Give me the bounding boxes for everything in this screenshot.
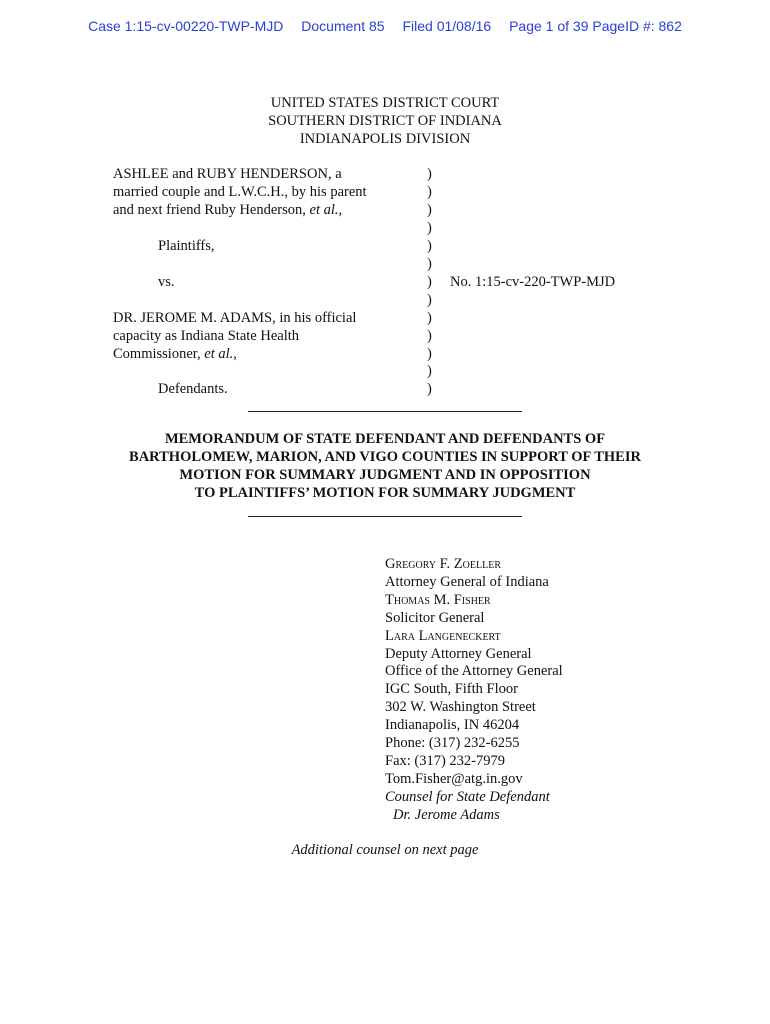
caption-paren: ): [427, 310, 432, 326]
caption-paren: ): [427, 256, 432, 272]
counsel-address: 302 W. Washington Street: [385, 699, 536, 716]
caption-paren: ): [427, 363, 432, 379]
defendants-label: Defendants.: [158, 381, 228, 397]
counsel-client: Dr. Jerome Adams: [393, 806, 500, 823]
caption-paren: ): [427, 346, 432, 362]
counsel-phone: Phone: (317) 232-6255: [385, 735, 520, 752]
counsel-fax: Fax: (317) 232-7979: [385, 752, 506, 769]
title-line-2: BARTHOLOMEW, MARION, AND VIGO COUNTIES IN SUPPORT OF THEIR: [129, 449, 641, 465]
court-heading: [0, 94, 770, 148]
ecf-case-number: Case 1:15-cv-00220-TWP-MJD: [88, 18, 284, 34]
additional-counsel-note: Additional counsel on next page: [291, 842, 479, 858]
counsel-name: Lara Langeneckert: [385, 627, 501, 644]
ecf-page-info: Page 1 of 39 PageID #: 862: [509, 18, 682, 34]
defendants-line-1: DR. JEROME M. ADAMS, in his official: [113, 310, 357, 326]
counsel-block: [385, 556, 563, 825]
plaintiffs-line-2: married couple and L.W.C.H., by his parent: [113, 184, 367, 200]
caption-paren: ): [427, 184, 432, 200]
title-line-3: MOTION FOR SUMMARY JUDGMENT AND IN OPPOSITION: [179, 467, 591, 483]
court-district: SOUTHERN DISTRICT OF INDIANA: [268, 113, 502, 129]
versus-label: vs.: [158, 274, 175, 290]
plaintiffs-line-3: and next friend Ruby Henderson, et al.,: [113, 202, 343, 218]
court-division: INDIANAPOLIS DIVISION: [299, 131, 471, 147]
counsel-address: Indianapolis, IN 46204: [385, 717, 520, 734]
case-number: No. 1:15-cv-220-TWP-MJD: [450, 274, 616, 290]
caption-paren: ): [427, 238, 432, 254]
ecf-filed-date: Filed 01/08/16: [402, 18, 492, 34]
counsel-name: Thomas M. Fisher: [385, 591, 491, 608]
ecf-header: [0, 18, 770, 34]
title-line-4: TO PLAINTIFFS’ MOTION FOR SUMMARY JUDGMENT: [194, 485, 576, 501]
counsel-title: Solicitor General: [385, 609, 485, 626]
caption-paren: ): [427, 220, 432, 236]
title-line-1: MEMORANDUM OF STATE DEFENDANT AND DEFENDANTS OF: [164, 431, 606, 447]
caption-paren: ): [427, 202, 432, 218]
memorandum-title: [0, 430, 770, 502]
counsel-role: Counsel for State Defendant: [385, 788, 550, 805]
defendants-line-2: capacity as Indiana State Health: [113, 328, 300, 344]
caption-paren: ): [427, 166, 432, 182]
plaintiffs-line-1: ASHLEE and RUBY HENDERSON, a: [113, 166, 342, 182]
counsel-address: IGC South, Fifth Floor: [385, 681, 518, 698]
caption-paren: ): [427, 292, 432, 308]
caption-paren: ): [427, 381, 432, 397]
caption-paren: ): [427, 328, 432, 344]
caption-paren: ): [427, 274, 432, 290]
counsel-title: Attorney General of Indiana: [385, 573, 549, 590]
counsel-name: Gregory F. Zoeller: [385, 556, 501, 572]
divider-rule: [248, 516, 522, 517]
ecf-document-number: Document 85: [301, 18, 385, 34]
defendants-line-3: Commissioner, et al.,: [113, 346, 237, 362]
counsel-office: Office of the Attorney General: [385, 663, 563, 680]
counsel-title: Deputy Attorney General: [385, 645, 532, 662]
court-name: UNITED STATES DISTRICT COURT: [270, 95, 500, 111]
plaintiffs-label: Plaintiffs,: [158, 238, 215, 254]
divider-rule: [248, 411, 522, 412]
counsel-email: Tom.Fisher@atg.in.gov: [385, 770, 523, 787]
